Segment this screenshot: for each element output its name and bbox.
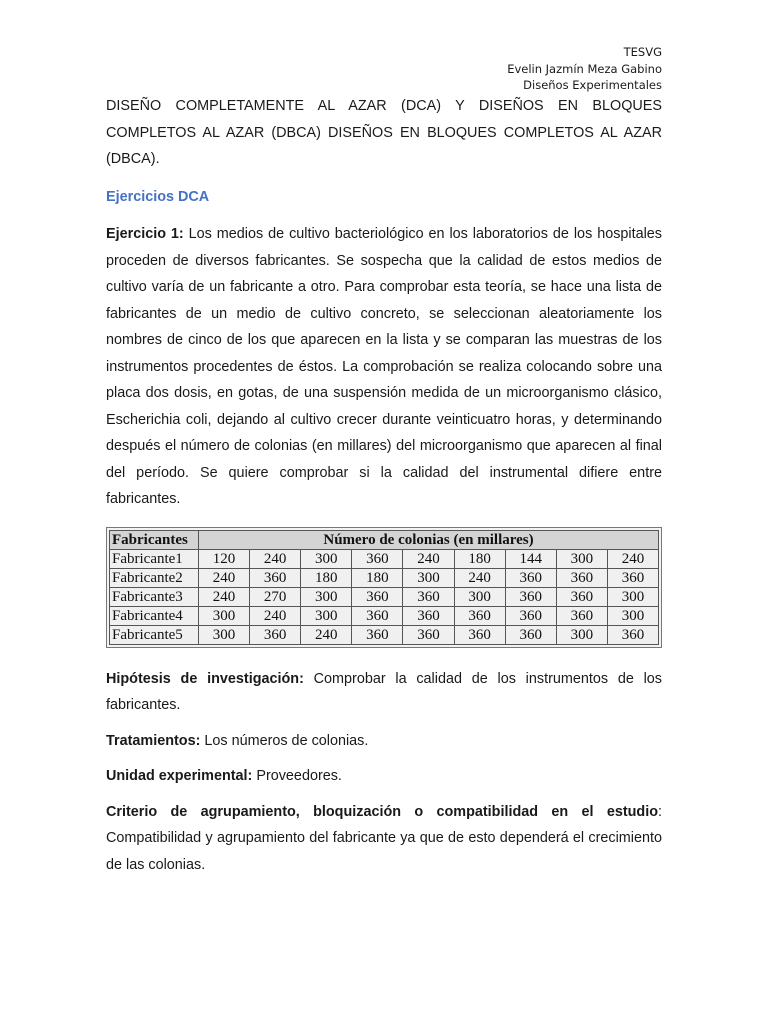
table-cell: 240 <box>199 568 250 587</box>
table-row <box>110 568 659 587</box>
experimental-unit-text: Proveedores. <box>252 768 342 784</box>
criterion-label: Criterio de agrupamiento, bloquización o compatibilidad en el estudio <box>106 803 658 820</box>
table-cell: 360 <box>505 587 556 606</box>
section-heading: Ejercicios DCA <box>106 188 210 205</box>
table-cell: 300 <box>301 587 352 606</box>
table-cell: 360 <box>352 606 403 625</box>
row-label: Fabricante1 <box>110 549 199 568</box>
document-body <box>106 93 662 878</box>
table-cell: 360 <box>352 625 403 644</box>
experimental-unit-paragraph <box>106 763 662 790</box>
table-body <box>110 549 659 644</box>
table-cell: 300 <box>556 549 607 568</box>
table-cell: 180 <box>352 568 403 587</box>
table-cell: 360 <box>556 568 607 587</box>
table-cell: 360 <box>403 587 454 606</box>
table-cell: 360 <box>352 549 403 568</box>
table-header-row <box>110 530 659 549</box>
treatments-text: Los números de colonias. <box>200 732 369 749</box>
table-cell: 180 <box>454 549 505 568</box>
header-institution: TESVG <box>623 45 662 59</box>
table-row <box>110 587 659 606</box>
table-cell: 240 <box>301 625 352 644</box>
table-cell: 360 <box>352 587 403 606</box>
table-cell: 360 <box>556 606 607 625</box>
colonies-table <box>109 530 659 645</box>
row-label: Fabricante2 <box>110 568 199 587</box>
table-cell: 300 <box>454 587 505 606</box>
table-cell: 360 <box>250 568 301 587</box>
document-title: DISEÑO COMPLETAMENTE AL AZAR (DCA) Y DISEÑOS EN BLOQUES COMPLETOS AL AZAR (DBCA) DISEÑOS EN BLOQUES COMPLETOS AL AZAR (DBCA). <box>106 98 662 167</box>
row-label: Fabricante5 <box>110 625 199 644</box>
table-cell: 144 <box>505 549 556 568</box>
table-cell: 360 <box>505 568 556 587</box>
table-cell: 270 <box>250 587 301 606</box>
table-cell: 300 <box>607 587 658 606</box>
table-cell: 240 <box>250 549 301 568</box>
table-cell: 300 <box>556 625 607 644</box>
table-cell: 240 <box>199 587 250 606</box>
header-fabricantes: Fabricantes <box>110 530 199 549</box>
table-cell: 240 <box>403 549 454 568</box>
table-cell: 300 <box>301 549 352 568</box>
table-cell: 360 <box>403 606 454 625</box>
table-cell: 300 <box>199 625 250 644</box>
header-author: Evelin Jazmín Meza Gabino <box>507 61 662 76</box>
hypothesis-paragraph <box>106 666 662 719</box>
table-cell: 300 <box>301 606 352 625</box>
exercise-text: Los medios de cultivo bacteriológico en los laboratorios de los hospitales proceden de diversos fabricantes. Se sospecha que la calidad de estos medios de cultivo varía de un fabricante a otro. Para comprobar esta teoría, se hace una lista de fabricantes de un medio de cultivo concreto, se seleccionan aleatoriamente los nombres de cinco de los que aparecen en la lista y se comparan las muestras de los instrumentos procedentes de éstos. La comprobación se realiza colocando sobre una placa dos dosis, en gotas, de una suspensión medida de un microorganismo clásico, Escherichia coli, dejando al cultivo crecer durante veinticuatro horas, y determinando después el número de colonias (en millares) del microorganismo que aparecen al final del período. Se quiere comprobar si la calidad del instrumental difiere entre fabricantes. <box>106 226 662 507</box>
table-cell: 360 <box>607 625 658 644</box>
table-cell: 360 <box>250 625 301 644</box>
table-cell: 360 <box>556 587 607 606</box>
table-cell: 360 <box>403 625 454 644</box>
table-cell: 300 <box>403 568 454 587</box>
criterion-text: : Compatibilidad y agrupamiento del fabricante ya que de esto dependerá el crecimiento de las colonias. <box>106 803 662 873</box>
experimental-unit-label: Unidad experimental: <box>106 768 253 784</box>
table-cell: 360 <box>454 606 505 625</box>
table-cell: 360 <box>505 625 556 644</box>
header-colonies: Número de colonias (en millares) <box>199 530 659 549</box>
table-cell: 240 <box>607 549 658 568</box>
table-cell: 240 <box>454 568 505 587</box>
row-label: Fabricante3 <box>110 587 199 606</box>
header-course: Diseños Experimentales <box>523 78 662 92</box>
table-cell: 240 <box>250 606 301 625</box>
table-cell: 360 <box>454 625 505 644</box>
criterion-paragraph <box>106 799 662 879</box>
table-cell: 300 <box>607 606 658 625</box>
table-row <box>110 549 659 568</box>
treatments-paragraph <box>106 728 662 755</box>
table-row <box>110 625 659 644</box>
exercise-label: Ejercicio 1: <box>106 226 184 242</box>
table-cell: 180 <box>301 568 352 587</box>
table-cell: 360 <box>505 606 556 625</box>
exercise-paragraph <box>106 221 662 513</box>
table-row <box>110 606 659 625</box>
row-label: Fabricante4 <box>110 606 199 625</box>
hypothesis-text: Comprobar la calidad de los instrumentos de los fabricantes. <box>106 670 662 713</box>
hypothesis-label: Hipótesis de investigación: <box>106 670 304 687</box>
data-table-image <box>106 527 662 648</box>
table-cell: 120 <box>199 549 250 568</box>
table-cell: 360 <box>607 568 658 587</box>
table-cell: 300 <box>199 606 250 625</box>
document-header <box>507 44 662 94</box>
treatments-label: Tratamientos: <box>106 732 201 749</box>
